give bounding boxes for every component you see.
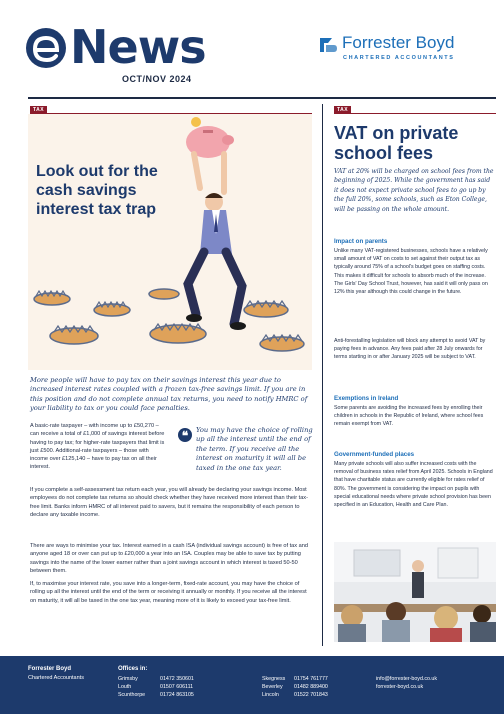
office-grimsby [118, 675, 138, 683]
office-scunthorpe-phone[interactable] [160, 691, 194, 699]
office-town: Skegness [262, 676, 286, 682]
office-louth [118, 683, 131, 691]
brand-subtitle: CHARTERED ACCOUNTANTS [343, 55, 455, 61]
issue-date: OCT/NOV 2024 [122, 74, 192, 84]
right-article-title: VAT on private school fees [334, 123, 459, 163]
left-article-lede: More people will have to pay tax on their savings interest this year due to increased interest rates coupled with a frozen tax-free savings limit. If you are in this position and do not complete annual tax returns, you need to notify HMRC of your liability to tax or you could face penalties. [30, 376, 308, 412]
heading-government-funded: Government-funded places [334, 451, 415, 458]
office-phone[interactable]: 01724 863105 [160, 692, 194, 698]
left-paragraph-3: There are ways to minimise your tax. Interest earned in a cash ISA (individual savings account) is free of tax and anyone aged 18 or over can put up to £20,000 a year into an ISA. Couples may be able to save tax by putting savings into the name of the lower earner rather than a joint savings account in which interest is taxed 50-50 between them. [30, 543, 308, 574]
forrester-boyd-logo-icon [318, 36, 338, 54]
right-article-intro: VAT at 20% will be charged on school fees from the beginning of 2025. While the government has said it does not expect private school fees to go up by the full 20%, some schools, such as Eton College, will be passing on the whole amount. [334, 168, 494, 213]
right-paragraph-2: Anti-forestalling legislation will block any attempt to avoid VAT by paying fees in advance. Any fees paid after 28 July onwards for terms starting in or after January 2025 will be subject to VAT. [334, 338, 486, 361]
office-lincoln [262, 691, 279, 699]
footer-firm-subtitle: Chartered Accountants [28, 675, 84, 681]
footer [0, 656, 504, 714]
office-grimsby-phone[interactable] [160, 675, 194, 683]
footer-email-link[interactable]: info@forrester-boyd.co.uk [376, 676, 438, 682]
footer-offices-heading: Offices in: [118, 666, 148, 672]
quote-icon: ❝ [178, 428, 192, 442]
office-louth-phone[interactable] [160, 683, 193, 691]
office-beverley-phone[interactable] [294, 683, 328, 691]
footer-website-link[interactable]: forrester-boyd.co.uk [376, 684, 424, 690]
office-town: Scunthorpe [118, 692, 146, 698]
right-paragraph-1: Unlike many VAT-registered businesses, schools have a relatively small amount of VAT on costs to set against their output tax as typically around 75% of a school's budget goes on staffing costs. This makes it difficult for schools to absorb much of the increase. The Girls' Day School Trust, however, has said it will only pass on 12% this year although this could change in the future. [334, 248, 488, 296]
office-skegness-phone[interactable] [294, 675, 328, 683]
header-rule [28, 97, 496, 99]
footer-firm-name: Forrester Boyd [28, 666, 72, 672]
office-skegness [262, 675, 285, 683]
masthead [0, 0, 504, 100]
enews-wordmark: News [70, 20, 206, 74]
brand-name: Forrester Boyd [342, 33, 455, 52]
left-paragraph-1: A basic-rate taxpayer – with income up to £50,270 – can receive a total of £1,000 of savings interest before having to pay tax; for higher-rate taxpayers that limit is just £500. Additional-rate taxpayers – those with income over £125,140 – have to pay tax on all their interest. [30, 423, 165, 471]
office-phone[interactable]: 01522 701843 [294, 692, 328, 698]
office-phone[interactable]: 01507 606111 [160, 684, 194, 690]
office-beverley [262, 683, 283, 691]
left-paragraph-2: If you complete a self-assessment tax return each year, you will already be declaring your savings income. Most employees do not complete tax returns so should check whether they have received more interest than their tax-free limit. Banks inform HMRC of all interest paid to savers, but it remains the responsibility of each person to declare any taxable income. [30, 487, 308, 518]
classroom-image-icon [334, 542, 496, 642]
classroom-photo [334, 542, 496, 642]
office-scunthorpe [118, 691, 145, 699]
heading-impact-on-parents: Impact on parents [334, 238, 388, 245]
column-divider [322, 104, 323, 646]
savings-tax-illustration [28, 114, 312, 370]
heading-exemptions-ireland: Exemptions in Ireland [334, 395, 399, 402]
office-phone[interactable]: 01754 761777 [294, 676, 328, 682]
office-town: Louth [118, 684, 132, 690]
pull-quote: You may have the choice of rolling up all the interest until the end of the term. If you receive all the interest on maturity it will all be taxed in the one tax year. [196, 426, 313, 472]
right-paragraph-3: Some parents are avoiding the increased fees by enrolling their children in schools in the Republic of Ireland, where school fees remain exempt from VAT. [334, 405, 484, 428]
right-paragraph-4: Many private schools will also suffer increased costs with the removal of business rates relief from April 2025. Schools in England that have charitable status are currently eligible for rates relief of 80%. The government is considering the impact on pupils with special educational needs where private school provision has been specified in an Education, Health and Care Plan. [334, 461, 493, 509]
office-town: Beverley [262, 684, 283, 690]
enews-e-logo-icon [24, 26, 68, 70]
office-phone[interactable]: 01482 889400 [294, 684, 328, 690]
man-with-piggy-bank-icon [28, 114, 312, 370]
right-tax-tag: TAX [334, 106, 351, 114]
left-paragraph-4: If, to maximise your interest rate, you save into a longer-term, fixed-rate account, you may have the choice of rolling up all the interest until the end of the term or receiving it annually or monthly. If you receive all the interest on maturity, it will all be taxed in the one tax year, meaning more of it is likely to exceed your tax-free limit. [30, 581, 307, 604]
left-tax-tag: TAX [30, 106, 47, 114]
office-phone[interactable]: 01472 350601 [160, 676, 194, 682]
office-town: Lincoln [262, 692, 279, 698]
office-lincoln-phone[interactable] [294, 691, 328, 699]
right-tag-rule [334, 113, 496, 114]
illustration-headline: Look out for the cash savings interest tax trap [36, 163, 158, 218]
office-town: Grimsby [118, 676, 138, 682]
